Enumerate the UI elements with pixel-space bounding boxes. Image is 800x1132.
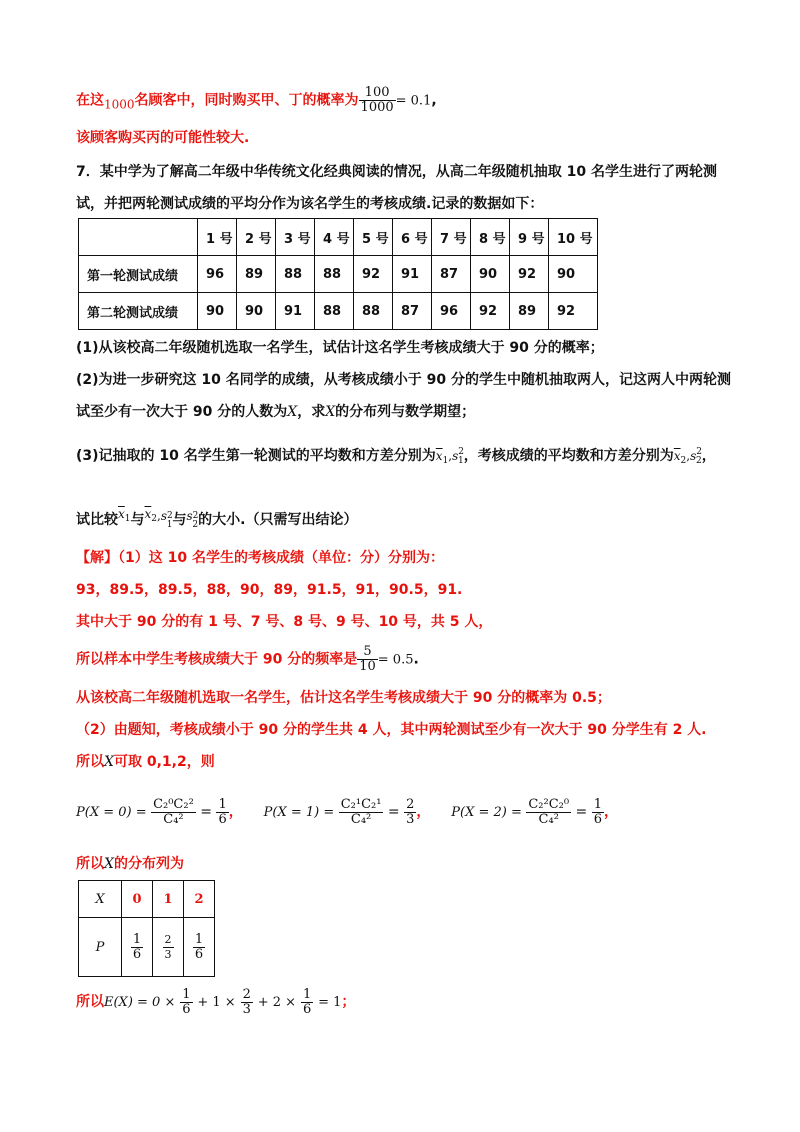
text: 试至少有一次大于 90 分的人数为 xyxy=(76,404,288,420)
numerator: C₂⁰C₂² xyxy=(153,796,194,812)
denominator: 6 xyxy=(182,1001,191,1017)
p-label: P xyxy=(79,918,122,977)
equals: = xyxy=(575,804,588,820)
table-cell: 92 xyxy=(471,293,510,330)
table-row xyxy=(79,918,215,977)
text: （1）这 10 名学生的考核成绩（单位：分）分别为： xyxy=(118,550,444,566)
punct: . xyxy=(413,651,419,668)
variable-x: X xyxy=(287,404,298,420)
table-cell: 2 xyxy=(184,881,215,918)
probability-formulas xyxy=(76,792,618,833)
punct: ， xyxy=(416,804,431,820)
text: 名顾客中，同时购买甲、丁的概率为 xyxy=(134,92,359,109)
probability-line xyxy=(76,86,437,115)
variance-s2: s xyxy=(690,449,697,463)
variable-x: X xyxy=(104,856,114,872)
table-cell xyxy=(79,219,198,256)
p-x2-lhs: P(X = 2) = xyxy=(451,805,522,820)
table-cell: 91 xyxy=(393,256,432,293)
denominator: 3 xyxy=(406,811,415,827)
table-cell: 92 xyxy=(549,293,598,330)
denominator: 10 xyxy=(359,659,376,674)
expr-part: + 1 × xyxy=(197,995,236,1010)
score-table xyxy=(78,218,598,330)
x-label: X xyxy=(79,881,122,918)
variance-s1: s xyxy=(452,449,459,463)
table-header-row xyxy=(79,219,598,256)
table-cell xyxy=(122,918,153,977)
conclusion-line: 该顾客购买丙的可能性较大. xyxy=(76,130,250,146)
fraction-1-6 xyxy=(592,798,604,827)
numerator: 5 xyxy=(357,645,378,660)
table-cell: 89 xyxy=(510,293,549,330)
text: 所以 xyxy=(76,856,104,872)
question-7-line-1: 7．某中学为了解高二年级中华传统文化经典阅读的情况，从高二年级随机抽取 10 名学生进行了两轮测 xyxy=(76,164,717,180)
equals: = xyxy=(387,804,400,820)
table-cell: 88 xyxy=(276,256,315,293)
table-cell: 8 号 xyxy=(471,219,510,256)
mean-x2: $\overline{x}$ xyxy=(673,449,681,463)
fraction-1-6 xyxy=(301,988,313,1017)
table-cell: 88 xyxy=(315,293,354,330)
solution-line-7 xyxy=(76,752,215,772)
denominator: 6 xyxy=(302,1001,312,1017)
solution-line-6: （2）由题知，考核成绩小于 90 分的学生共 4 人，其中两轮测试至少有一次大于 90 分学生有 2 人. xyxy=(76,722,707,738)
fraction-p2 xyxy=(526,798,571,827)
variable-x: X xyxy=(104,754,114,770)
punct: ； xyxy=(341,994,356,1010)
p-x1-lhs: P(X = 1) = xyxy=(263,805,335,820)
numerator: 100 xyxy=(359,86,396,101)
table-cell xyxy=(184,918,215,977)
table-cell: 4 号 xyxy=(315,219,354,256)
table-cell: 88 xyxy=(354,293,393,330)
table-cell: 92 xyxy=(354,256,393,293)
fraction-5-10 xyxy=(357,645,378,674)
solution-line-3: 其中大于 90 分的有 1 号、7 号、8 号、9 号、10 号，共 5 人， xyxy=(76,614,493,630)
numerator: 2 xyxy=(406,796,415,812)
denominator: C₄² xyxy=(350,811,372,827)
solution-line-2: 93，89.5，89.5，88，90，89，91.5，91，90.5，91. xyxy=(76,582,463,598)
text: 与 xyxy=(130,512,145,528)
number-1000: 1000 xyxy=(104,97,135,112)
punct: ， xyxy=(228,804,243,820)
table-cell: 90 xyxy=(198,293,237,330)
text: ，求 xyxy=(297,404,326,420)
text: 所以 xyxy=(76,754,104,770)
text: 的分布列为 xyxy=(113,856,184,872)
question-part-1: (1)从该校高二年级随机选取一名学生，试估计这名学生考核成绩大于 90 分的概率； xyxy=(76,340,604,356)
numerator: C₂¹C₂¹ xyxy=(340,796,382,812)
denominator: 6 xyxy=(593,811,603,827)
table-cell: 90 xyxy=(471,256,510,293)
table-cell: 2 号 xyxy=(237,219,276,256)
text: 试比较 xyxy=(76,512,118,528)
row-label: 第一轮测试成绩 xyxy=(79,256,198,293)
text: 在这 xyxy=(76,92,104,109)
fraction-2-3 xyxy=(241,988,253,1017)
text: 的分布列与数学期望； xyxy=(335,404,476,420)
equals-value: = 0.1 xyxy=(395,93,432,109)
table-cell: 96 xyxy=(432,293,471,330)
numerator: 1 xyxy=(132,931,142,947)
mean-x1: $\overline{x}$ xyxy=(435,449,443,463)
fraction-100-1000 xyxy=(359,86,396,115)
fraction-1-6 xyxy=(216,798,228,827)
solution-tag: 【解】 xyxy=(76,550,118,566)
table-row xyxy=(79,293,598,330)
table-cell: 9 号 xyxy=(510,219,549,256)
distribution-table xyxy=(78,880,215,977)
question-part-3-line-2: 试比较$\overline{x}^1$与$\overline{x}^2,s^2_1$与$s^2_2$的大小.（只需写出结论） xyxy=(76,507,358,530)
table-row xyxy=(79,881,215,918)
numerator: 1 xyxy=(194,931,204,947)
text: 所以 xyxy=(76,994,104,1010)
equals-value: = 1 xyxy=(318,995,342,1010)
denominator: 6 xyxy=(132,946,142,962)
equals: = xyxy=(200,804,212,820)
table-cell: 5 号 xyxy=(354,219,393,256)
numerator: 2 xyxy=(164,932,172,946)
denominator: 3 xyxy=(164,947,172,961)
denominator: 6 xyxy=(194,946,204,962)
table-cell: 1 xyxy=(153,881,184,918)
table-cell: 6 号 xyxy=(393,219,432,256)
solution-line-1 xyxy=(76,548,444,568)
table-cell: 92 xyxy=(510,256,549,293)
row-label: 第二轮测试成绩 xyxy=(79,293,198,330)
numerator: C₂²C₂⁰ xyxy=(528,796,570,812)
table-cell: 96 xyxy=(198,256,237,293)
fraction-1-6 xyxy=(180,988,192,1017)
numerator: 2 xyxy=(242,986,251,1002)
punct: ， xyxy=(604,804,619,820)
table-cell: 0 xyxy=(122,881,153,918)
question-7-line-2: 试，并把两轮测试成绩的平均分作为该名学生的考核成绩.记录的数据如下： xyxy=(76,196,544,212)
table-cell: 90 xyxy=(237,293,276,330)
denominator: 1000 xyxy=(360,100,394,115)
table-cell: 91 xyxy=(276,293,315,330)
table-row xyxy=(79,256,598,293)
numerator: 1 xyxy=(302,986,312,1002)
fraction-2-3 xyxy=(404,798,416,827)
fraction-p0 xyxy=(151,798,196,827)
table-cell: 7 号 xyxy=(432,219,471,256)
numerator: 1 xyxy=(182,986,191,1002)
table-cell: 87 xyxy=(393,293,432,330)
equals-value: = 0.5 xyxy=(377,652,414,668)
question-part-2-line-1: (2)为进一步研究这 10 名同学的成绩，从考核成绩小于 90 分的学生中随机抽取两人，记这两人中两轮测 xyxy=(76,372,731,388)
denominator: C₄² xyxy=(163,811,184,827)
expr-part: + 2 × xyxy=(257,995,297,1010)
expectation-line xyxy=(76,984,355,1021)
solution-line-5: 从该校高二年级随机选取一名学生，估计这名学生考核成绩大于 90 分的概率为 0.5； xyxy=(76,690,611,706)
punct: ， xyxy=(701,448,716,464)
fraction-p1 xyxy=(339,798,384,827)
question-part-3-line-1: (3)记抽取的 10 名学生第一轮测试的平均数和方差分别为$\overline{x}_1,s^2_1$，考核成绩的平均数和方差分别为$\overline{x}_2,s^2_2$， xyxy=(76,447,716,466)
table-cell: 3 号 xyxy=(276,219,315,256)
denominator: 3 xyxy=(242,1001,251,1017)
text: 可取 0,1,2，则 xyxy=(113,754,215,770)
denominator: C₄² xyxy=(538,811,559,827)
table-cell: 10 号 xyxy=(549,219,598,256)
text: 所以样本中学生考核成绩大于 90 分的频率是 xyxy=(76,651,358,668)
table-cell: 90 xyxy=(549,256,598,293)
numerator: 1 xyxy=(218,796,227,812)
p-x0-lhs: P(X = 0) = xyxy=(76,805,147,820)
table-cell: 88 xyxy=(315,256,354,293)
punct: , xyxy=(431,92,437,109)
variable-x: X xyxy=(325,404,336,420)
solution-line-4 xyxy=(76,645,419,674)
table-cell: 87 xyxy=(432,256,471,293)
text: 的大小.（只需写出结论） xyxy=(198,512,358,528)
expectation-expr: E(X) = 0 × xyxy=(104,995,176,1010)
text: 与 xyxy=(172,512,187,528)
question-part-2-line-2 xyxy=(76,402,475,422)
distribution-intro xyxy=(76,854,184,874)
numerator: 1 xyxy=(593,796,603,812)
table-cell xyxy=(153,918,184,977)
text: (3)记抽取的 10 名学生第一轮测试的平均数和方差分别为 xyxy=(76,448,436,464)
table-cell: 1 号 xyxy=(198,219,237,256)
denominator: 6 xyxy=(218,811,227,827)
text: ，考核成绩的平均数和方差分别为 xyxy=(463,448,674,464)
table-cell: 89 xyxy=(237,256,276,293)
